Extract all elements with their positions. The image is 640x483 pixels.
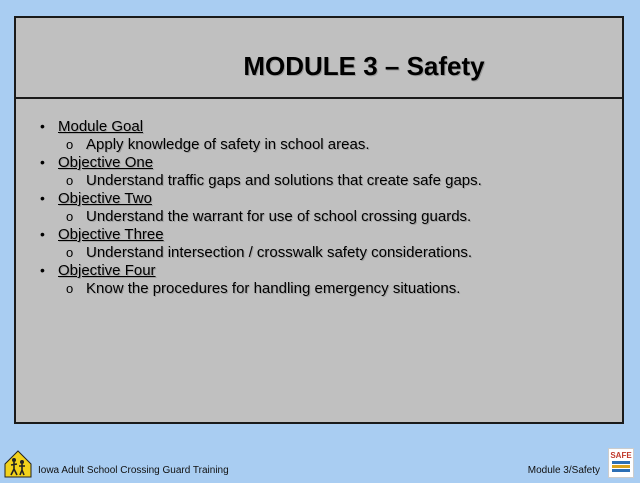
logo-stripe bbox=[612, 465, 630, 468]
bullet-label[interactable]: Module Goal bbox=[58, 118, 144, 135]
safe-routes-logo-icon bbox=[608, 448, 634, 478]
bullet-item-module-goal[interactable] bbox=[40, 118, 143, 135]
sub-bullet-icon: o bbox=[66, 281, 74, 296]
sub-item bbox=[66, 208, 471, 225]
slide-title: MODULE 3 – Safety bbox=[243, 51, 485, 81]
sub-item-text: Understand intersection / crosswalk safety considerations. bbox=[86, 244, 473, 261]
bullet-item-objective-three[interactable] bbox=[40, 226, 164, 243]
footer-module-label: Module 3/Safety bbox=[527, 465, 600, 476]
sub-item-text: Apply knowledge of safety in school areas. bbox=[86, 136, 370, 153]
sub-bullet-icon: o bbox=[66, 137, 74, 152]
sub-item bbox=[66, 280, 460, 297]
bullet-icon: • bbox=[40, 226, 45, 242]
sub-item bbox=[66, 172, 482, 189]
bullet-label[interactable]: Objective One bbox=[58, 154, 154, 171]
sub-bullet-icon: o bbox=[66, 245, 74, 260]
logo-stripe bbox=[612, 469, 630, 472]
bullet-item-objective-two[interactable] bbox=[40, 190, 152, 207]
school-crossing-sign-icon bbox=[4, 450, 32, 478]
bullet-label[interactable]: Objective Three bbox=[58, 226, 164, 243]
sub-bullet-icon: o bbox=[66, 173, 74, 188]
sub-bullet-icon: o bbox=[66, 209, 74, 224]
logo-stripe bbox=[612, 461, 630, 464]
sub-item bbox=[66, 136, 370, 153]
slide-frame bbox=[14, 16, 624, 424]
bullet-label[interactable]: Objective Two bbox=[58, 190, 152, 207]
bullet-icon: • bbox=[40, 118, 45, 134]
bullet-icon: • bbox=[40, 262, 45, 278]
bullet-item-objective-four[interactable] bbox=[40, 262, 156, 279]
sub-item bbox=[66, 244, 472, 261]
footer bbox=[0, 448, 640, 480]
bullet-icon: • bbox=[40, 190, 45, 206]
bullet-label[interactable]: Objective Four bbox=[58, 262, 156, 279]
sub-item-text: Understand the warrant for use of school crossing guards. bbox=[86, 208, 472, 225]
sub-item-text: Understand traffic gaps and solutions that create safe gaps. bbox=[86, 172, 482, 189]
bullet-icon: • bbox=[40, 154, 45, 170]
sub-item-text: Know the procedures for handling emergency situations. bbox=[86, 280, 461, 297]
title-box bbox=[16, 18, 622, 99]
safe-logo-text: SAFE bbox=[610, 451, 632, 460]
bullet-item-objective-one[interactable] bbox=[40, 154, 153, 171]
footer-course-title: Iowa Adult School Crossing Guard Training bbox=[38, 465, 229, 476]
